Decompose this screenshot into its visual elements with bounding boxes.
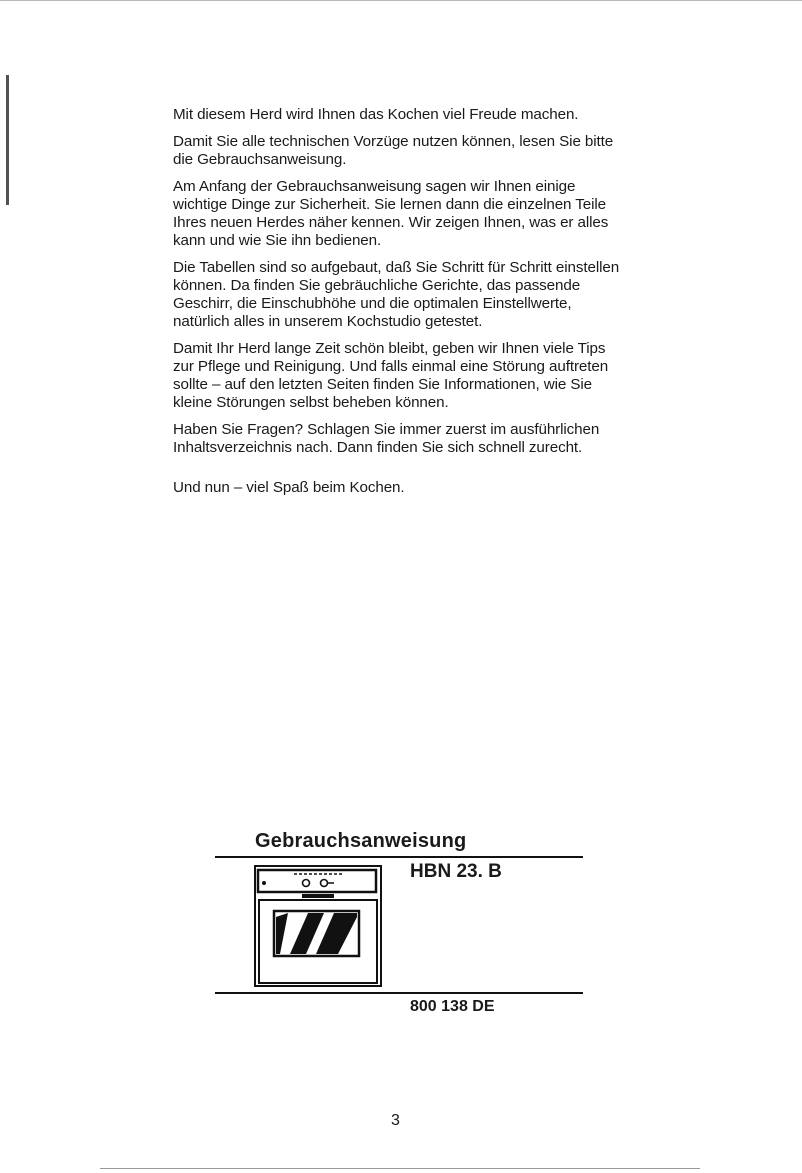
intro-paragraph-5: Damit Ihr Herd lange Zeit schön bleibt, geben wir Ihnen viele Tips zur Pflege und Reinigung. Und falls einmal eine Störung auftreten sollte – auf den letzten Seiten finden Sie Informationen, wie Sie kleine Störungen selbst beheben können. bbox=[173, 340, 609, 411]
intro-paragraph-4: Die Tabellen sind so aufgebaut, daß Sie Schritt für Schritt einstellen können. Da finden Sie gebräuchliche Gerichte, das passende Geschirr, die Einschubhöhe und die optimalen Einstellwerte, natürlich alles in unserem Kochstudio getestet. bbox=[173, 259, 620, 330]
intro-paragraph-1: Mit diesem Herd wird Ihnen das Kochen viel Freude machen. bbox=[173, 106, 579, 123]
model-number: HBN 23. B bbox=[410, 861, 502, 882]
intro-closing: Und nun – viel Spaß beim Kochen. bbox=[173, 479, 405, 496]
intro-text bbox=[173, 106, 623, 506]
intro-paragraph-3: Am Anfang der Gebrauchsanweisung sagen wir Ihnen einige wichtige Dinge zur Sicherheit. Sie lernen dann die einzelnen Teile Ihres neuen Herdes näher kennen. Wir zeigen Ihnen, was er alles kann und wie Sie ihn bedienen. bbox=[173, 178, 609, 249]
manual-title: Gebrauchsanweisung bbox=[255, 830, 467, 852]
title-rule bbox=[215, 856, 583, 858]
scan-bottom-edge bbox=[100, 1168, 700, 1169]
part-number: 800 138 DE bbox=[410, 998, 495, 1015]
scan-left-edge bbox=[6, 75, 9, 205]
intro-paragraph-2: Damit Sie alle technischen Vorzüge nutzen können, lesen Sie bitte die Gebrauchsanweisung. bbox=[173, 133, 614, 168]
scan-top-edge bbox=[0, 0, 802, 1]
intro-paragraph-6: Haben Sie Fragen? Schlagen Sie immer zuerst im ausführlichen Inhaltsverzeichnis nach. Dann finden Sie sich schnell zurecht. bbox=[173, 421, 600, 456]
bottom-rule bbox=[215, 992, 583, 994]
page-number: 3 bbox=[391, 1112, 400, 1129]
oven-icon bbox=[254, 865, 382, 987]
